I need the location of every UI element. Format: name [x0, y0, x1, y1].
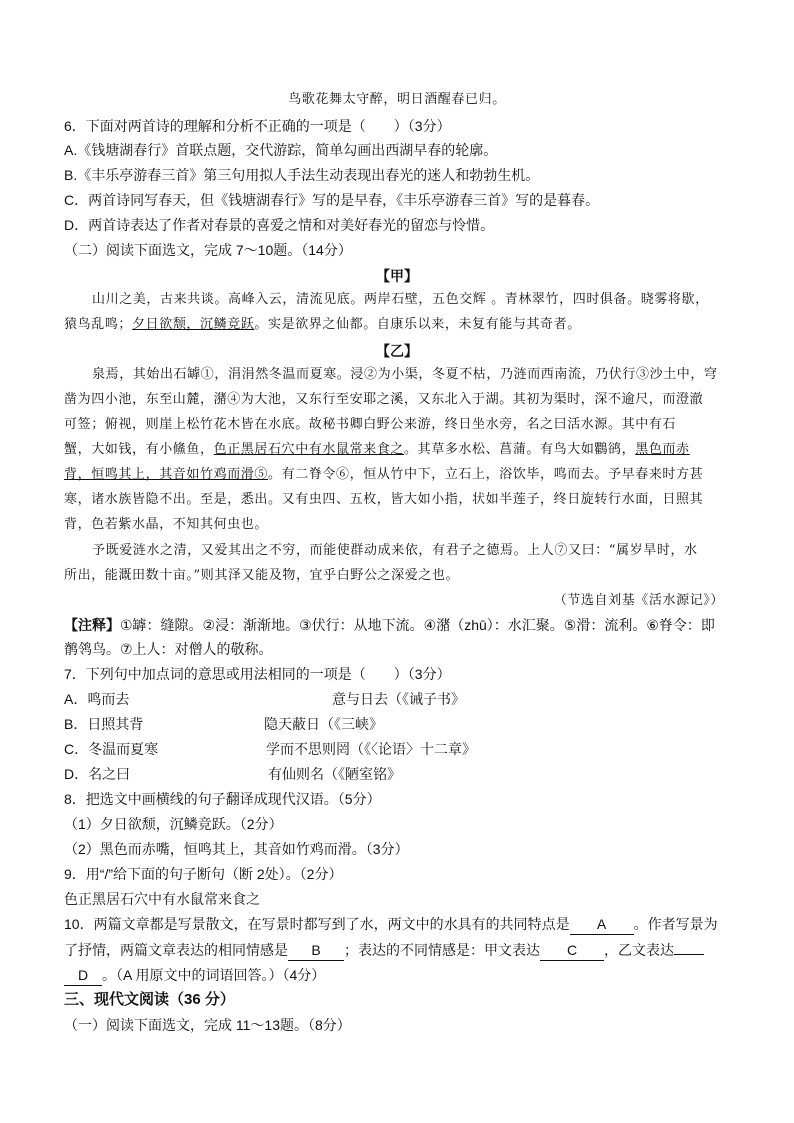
answer-blank-c[interactable]: C [540, 940, 604, 961]
passage-source: （节选自刘基《活水源记》） [553, 593, 724, 608]
question-6-stem: 6．下面对两首诗的理解和分析不正确的一项是（ ）（3分） [64, 118, 451, 134]
answer-blank-a[interactable]: A [570, 914, 634, 935]
notes-label: 【注释】 [64, 617, 120, 633]
question-7-option-c [64, 739, 476, 759]
section-2-intro: （二）阅读下面选文，完成 7～10题。（14分） [64, 242, 352, 258]
option-left: D．名之曰 [64, 766, 131, 782]
text-span: 。其草多水松、菖蒲。有鸟大如鸜鹆， [404, 442, 636, 457]
text-span: 。作者写景为 [633, 916, 718, 932]
passage-yi-line-9: 所出，能溉田数十亩。”则其泽又能及物，宜乎白野公之深爱之也。 [64, 568, 460, 583]
text-span: 猿鸟乱鸣； [64, 317, 133, 332]
notes-line-1 [64, 615, 715, 635]
question-7-stem: 7．下列句中加点词的意思或用法相同的一项是（ ）（3分） [64, 666, 451, 682]
passage-jia-title: 【甲】 [376, 268, 418, 284]
question-7-option-b [64, 714, 383, 734]
underlined-sentence-1: 夕日欲颓，沉鳞竞跃 [132, 317, 255, 332]
passage-yi-line-2: 凿为四小池，东至山麓，潴④为大池，又东行至安耶之溪，又东北入于湖。其初为渠时，深不逾尺，而澄澈 [64, 392, 704, 407]
notes-line-2: 鹡鸰鸟。⑦上人：对僧人的敬称。 [64, 641, 273, 657]
answer-blank-b[interactable]: B [288, 940, 344, 961]
passage-jia-line-1: 山川之美，古来共谈。高峰入云，清流见底。两岸石壁，五色交辉 。青林翠竹，四时俱备。晓雾将歇， [92, 292, 709, 307]
question-8-sub-2: （2）黑色而赤嘴，恒鸣其上，其音如竹鸡而滑。（3分） [64, 841, 409, 857]
passage-yi-line-6: 寒，诸水族皆隐不出。至是，悉出。又有虫四、五枚，皆大如小指，状如半莲子，终日旋转行水面，日照其 [64, 492, 704, 507]
question-10-line-2 [64, 940, 704, 961]
option-right: 隐天蔽日（《三峡》 [264, 716, 383, 732]
answer-blank-d-start[interactable] [674, 954, 704, 955]
passage-yi-line-7: 背，色若紫水晶，不知其何虫也。 [64, 517, 269, 532]
text-span: 。有二脊令⑥，恒从竹中下，立石上，浴饮毕，鸣而去。予早春来时方甚 [268, 467, 704, 482]
passage-yi-line-4 [64, 440, 690, 460]
text-span: 。实是欲界之仙都。自康乐以来，未复有能与其奇者。 [254, 317, 581, 332]
question-9-stem: 9．用“/”给下面的句子断句（断 2处）。（2分） [64, 866, 343, 882]
text-span: ，乙文表达 [604, 942, 674, 958]
option-right: 学而不思则罔（《〈论语〉十二章》 [266, 741, 476, 757]
option-right: 意与日去（《诫子书》 [332, 691, 465, 707]
question-7-option-d [64, 764, 401, 784]
passage-yi-title: 【乙】 [376, 343, 418, 359]
sentence-to-punctuate: 色正黑居石穴中有水鼠常来食之 [213, 442, 405, 457]
question-6-option-a: A.《钱塘湖春行》首联点题，交代游踪，简单勾画出西湖早春的轮廓。 [64, 142, 498, 158]
option-right: 有仙则名（《陋室铭》 [268, 766, 401, 782]
question-6-option-d: D．两首诗表达了作者对春景的喜爱之情和对美好春光的留恋与怜惜。 [64, 217, 495, 233]
underlined-sentence-2-end: 背，恒鸣其上，其音如竹鸡而滑⑤ [64, 467, 269, 482]
option-left: C．冬温而夏寒 [64, 741, 159, 757]
passage-yi-line-3: 可签；俯视，则崖上松竹花木皆在水底。故秘书卿白野公来游，终日坐水旁，名之曰活水源。其中有石 [64, 417, 677, 432]
option-left: A．鸣而去 [64, 691, 130, 707]
question-10-line-1 [64, 914, 718, 935]
question-9-sentence: 色正黑居石穴中有水鼠常来食之 [64, 891, 260, 907]
question-6-option-b: B.《丰乐亭游春三首》第三句用拟人手法生动表现出春光的迷人和勃勃生机。 [64, 167, 540, 183]
passage-jia-line-2 [64, 315, 581, 335]
option-left: B．日照其背 [64, 716, 144, 732]
question-8-sub-1: （1）夕日欲颓，沉鳞竞跃。（2分） [64, 816, 283, 832]
text-span: 了抒情，两篇文章表达的相同情感是 [64, 942, 288, 958]
poem-last-line: 鸟歌花舞太守醉，明日酒醒春已归。 [288, 92, 506, 107]
section-3-intro: （一）阅读下面选文，完成 11～13题。（8分） [64, 1017, 351, 1033]
text-span: 。（A 用原文中的词语回答。）（4分） [102, 967, 326, 983]
question-8-stem: 8．把选文中画横线的句子翻译成现代汉语。（5分） [64, 791, 381, 807]
answer-blank-d[interactable]: D [64, 965, 102, 986]
passage-yi-line-8: 予既爱涟水之清，又爱其出之不穷，而能使群动成来依，有君子之德焉。上人⑦又曰：“属岁旱时，水 [92, 543, 698, 558]
text-span: ①罅：缝隙。②浸：渐渐地。③伏行：从地下流。④潴（zhū）：水汇聚。⑤滑：流利。⑥脊令：即 [120, 617, 715, 633]
passage-yi-line-1: 泉焉，其始出石罅①，涓涓然冬温而夏寒。浸②为小渠，冬夏不枯，乃涟而西南流，乃伏行③沙土中，穹 [92, 367, 718, 382]
section-3-title: 三、现代文阅读（36 分） [64, 991, 235, 1008]
question-10-line-3 [64, 965, 325, 986]
passage-yi-line-5 [64, 465, 703, 485]
text-span: 蟹，大如钱，有小鯈鱼， [64, 442, 214, 457]
text-span: 10．两篇文章都是写景散文，在写景时都写到了水，两文中的水具有的共同特点是 [64, 916, 570, 932]
underlined-sentence-2-start: 黑色而赤 [635, 442, 690, 457]
text-span: ；表达的不同情感是：甲文表达 [344, 942, 540, 958]
question-7-option-a [64, 689, 465, 709]
question-6-option-c: C．两首诗同写春天，但《钱塘湖春行》写的是早春，《丰乐亭游春三首》写的是暮春。 [64, 192, 600, 208]
